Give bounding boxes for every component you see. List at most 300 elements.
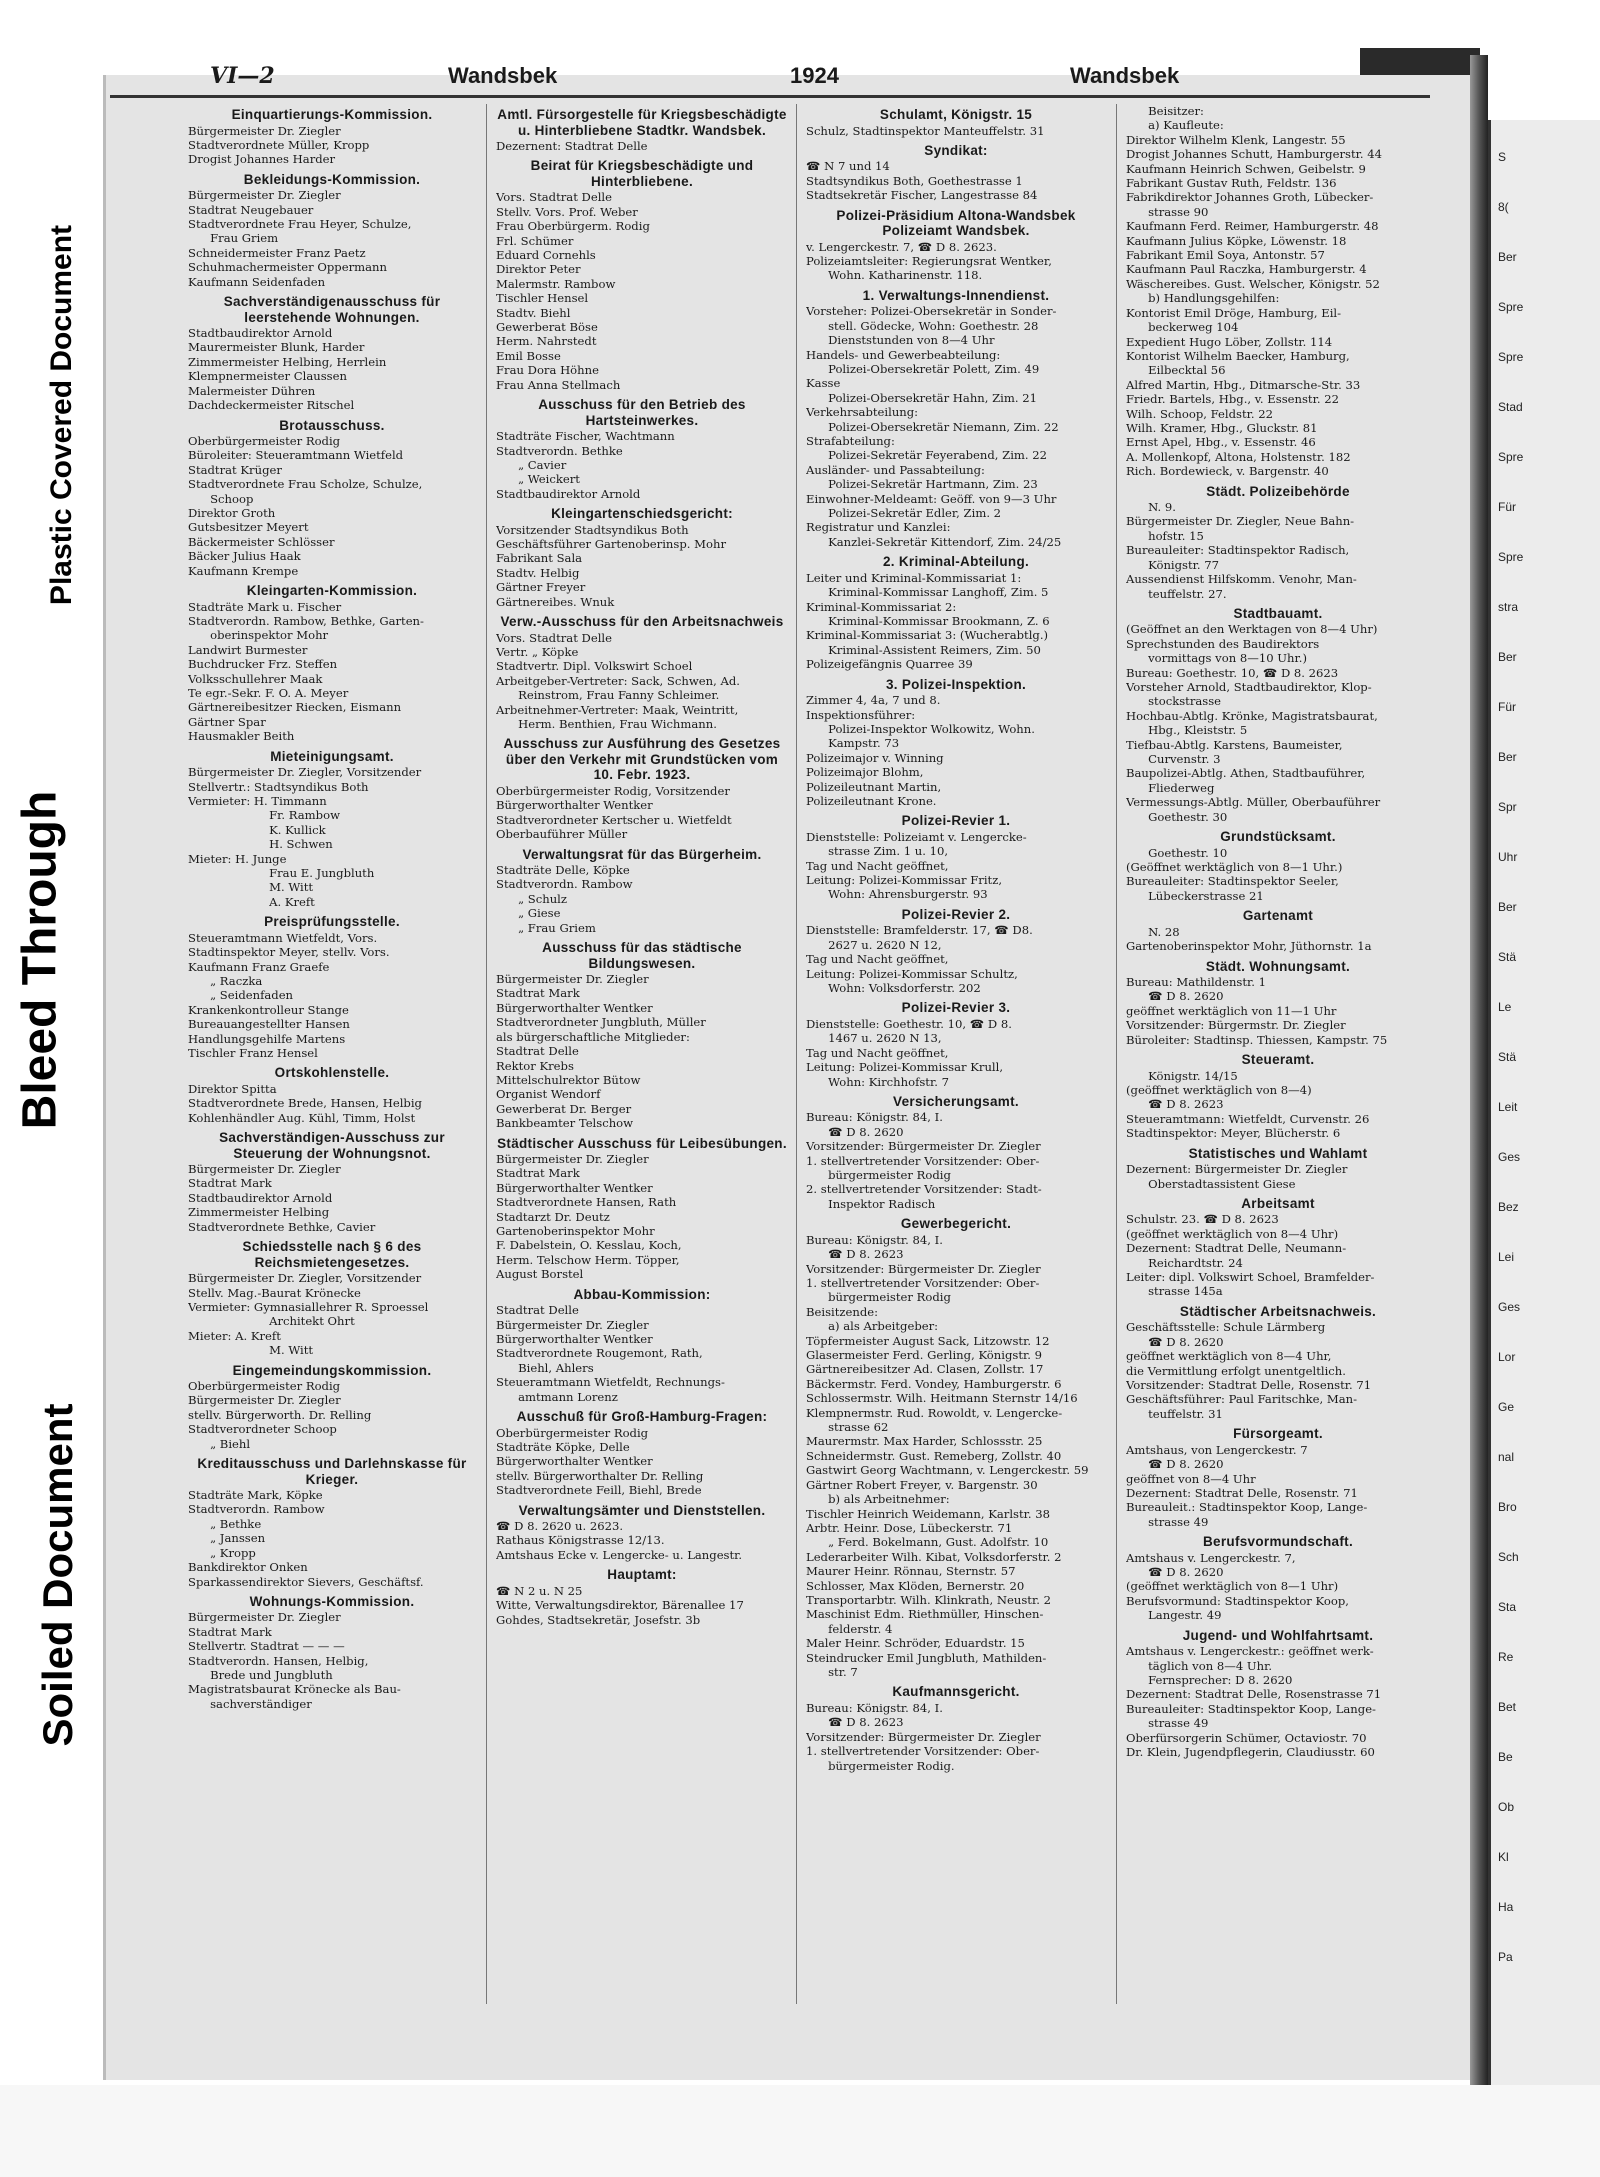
entry-line: Schneidermeister Franz Paetz [188,245,366,260]
section-title: Gartenamt [1242,908,1314,924]
section-title: 1. Verwaltungs-Innendienst. [862,287,1050,303]
entry-line: Kanzlei-Sekretär Kittendorf, Zim. 24/25 [806,534,1062,549]
entry-line: Bäckermstr. Ferd. Vondey, Hamburgerstr. 6 [806,1376,1062,1391]
section-title: Eingemeindungskommission. [232,1362,432,1378]
directory-columns [110,104,1430,2004]
fragment-text: Kl [1498,1850,1509,1864]
entry-line: K. Kullick [188,822,326,837]
entry-line: Stadtbaudirektor Arnold [188,1190,333,1205]
entry-line: Bureauleiter: Stadtinspektor Seeler, [1126,874,1339,889]
fragment-text: Uhr [1498,850,1518,864]
entry-line: (Geöffnet werktäglich von 8—1 Uhr.) [1126,860,1343,874]
entry-line: Baupolizei-Abtlg. Athen, Stadtbauführer, [1126,766,1366,781]
entry-line: Zimmermeister Helbing, Herrlein [188,354,387,369]
entry-line: Gartenoberinspektor Mohr, Jüthornstr. 1a [1126,939,1372,954]
entry-line: Stadträte Mark, Köpke [188,1488,323,1503]
entry-line: Kriminal-Kommissar Langhoff, Zim. 5 [806,585,1049,600]
entry-line: geöffnet werktäglich von 11—1 Uhr [1126,1003,1337,1018]
entry-line: Dienststelle: Goethestr. 10, ☎ D 8. [806,1016,1012,1031]
entry-line: Stadtrat Delle [496,1044,579,1059]
section-title: Kleingartenschiedsgericht: [551,506,733,522]
entry-line: Gutsbesitzer Meyert [188,520,309,535]
entry-line: 1467 u. 2620 N 13, [806,1031,942,1046]
bleed-through-stamp: Bleed Through [13,790,67,1130]
directory-section [1126,606,1430,824]
fragment-text: Spre [1498,450,1524,464]
fragment-text: 8( [1498,200,1509,214]
entry-line: „ Ferd. Bokelmann, Gust. Adolfstr. 10 [806,1535,1049,1550]
entry-line: Frau E. Jungbluth [188,865,375,880]
entry-line: Polizei-Inspektor Wolkowitz, Wohn. [806,721,1035,736]
entry-line: Kriminal-Kommissariat 2: [806,599,957,614]
entry-line: Herm. Nahrstedt [496,334,597,349]
entry-line: Bürgermeister Dr. Ziegler [188,1393,341,1408]
section-title: Kreditausschuss und Darlehnskasse für Krieger. [197,1456,467,1487]
entry-line: Tag und Nacht geöffnet, [806,1045,949,1060]
directory-section [496,614,788,731]
entry-line: Lederarbeiter Wilh. Kibat, Volksdorferstr. 2 [806,1549,1062,1564]
section-title: Hauptamt: [607,1567,677,1583]
entry-line: Hochbau-Abtlg. Krönke, Magistratsbaurat, [1126,708,1378,723]
entry-line: Büroleiter: Steueramtmann Wietfeld [188,448,404,463]
entry-line: Stadtrat Mark [496,986,580,1001]
entry-line: Zimmer 4, 4a, 7 und 8. [806,693,941,708]
directory-section [496,1409,788,1498]
entry-line: Dr. Klein, Jugendpflegerin, Claudiusstr. 60 [1126,1745,1375,1759]
fragment-text: Spr [1498,800,1517,814]
header-place-right: Wandsbek [1070,63,1180,88]
entry-line: Stadtarzt Dr. Deutz [496,1209,610,1224]
directory-section [1126,1052,1430,1141]
entry-line: Kasse [806,376,841,391]
entry-line: Vorsitzender: Stadtrat Delle, Rosenstr. 71 [1126,1377,1372,1392]
entry-line: Curvenstr. 3 [1126,752,1221,767]
entry-line: Amtshaus v. Lengerckestr. 7, [1126,1550,1296,1565]
entry-line: Bürgermeister Dr. Ziegler [496,1152,649,1167]
entry-line: „ Bethke [188,1516,262,1531]
entry-line: Landwirt Burmester [188,642,308,657]
entry-line: Kaufmann Paul Raczka, Hamburgerstr. 4 [1126,262,1367,277]
fragment-text: Spre [1498,300,1524,314]
fragment-text: Stä [1498,1050,1517,1064]
entry-line: Volksschullehrer Maak [188,671,323,686]
entry-line: Polizei-Sekretär Hartmann, Zim. 23 [806,477,1038,492]
entry-line: Polizei-Sekretär Feyerabend, Zim. 22 [806,448,1048,463]
entry-line: Bürgermeister Dr. Ziegler, Vorsitzender [188,765,422,780]
fragment-text: Für [1498,500,1516,514]
entry-line: Strafabteilung: [806,434,895,448]
directory-section [1126,1196,1430,1299]
entry-line: vormittags von 8—10 Uhr.) [1126,651,1307,666]
fragment-text: Sch [1498,1550,1519,1564]
entry-line: Dienststelle: Bramfelderstr. 17, ☎ D8. [806,923,1033,938]
entry-line: strasse 90 [1126,204,1209,219]
entry-line: Arbtr. Heinr. Dose, Lübeckerstr. 71 [806,1520,1013,1535]
entry-line: Dezernent: Stadtrat Delle, Rosenstr. 71 [1126,1485,1358,1500]
entry-line: strasse 145a [1126,1284,1223,1299]
entry-line: Tiefbau-Abtlg. Karstens, Baumeister, [1126,737,1343,752]
entry-line: oberinspektor Mohr [188,628,329,643]
fragment-text: stra [1498,600,1519,614]
entry-line: Stadtverordn. Rambow [188,1502,325,1517]
entry-line: Stadtsyndikus Both, Goethestrasse 1 [806,173,1023,188]
entry-line: Vermieter: Gymnasiallehrer R. Sproessel [188,1299,429,1314]
directory-section [188,107,476,167]
header-place-left: Wandsbek [448,63,558,88]
directory-section [1126,829,1430,903]
entry-line: Rathaus Königstrasse 12/13. [496,1533,665,1548]
entry-line: str. 7 [806,1664,858,1679]
fragment-text: Spre [1498,550,1524,564]
entry-line: Königstr. 77 [1126,557,1220,572]
entry-line: Bürgermeister Dr. Ziegler [188,123,341,138]
entry-line: Stadtverordnete Frau Heyer, Schulze, [188,217,412,232]
section-title: Grundstücksamt. [1220,829,1336,845]
directory-section [806,1094,1106,1211]
entry-line: Dienststunden von 8—4 Uhr [806,333,995,348]
entry-line: Vors. Stadtrat Delle [496,190,612,205]
directory-section [496,940,788,1130]
directory-section [1126,1304,1430,1421]
entry-line: ☎ D 8. 2620 [1126,989,1224,1004]
entry-line: Einwohner-Meldeamt: Geöff. von 9—3 Uhr [806,491,1057,506]
entry-line: Klempnermeister Claussen [188,369,347,384]
entry-line: Stadtrat Mark [188,1176,272,1191]
entry-line: Stadtverordneter Schoop [188,1422,337,1437]
entry-line: stellv. Bürgerworthalter Dr. Relling [496,1468,704,1483]
entry-line: Gartenoberinspektor Mohr [496,1224,655,1239]
entry-line: Klempnermstr. Rud. Rowoldt, v. Lengercke- [806,1405,1063,1420]
directory-section [806,208,1106,283]
entry-line: die Vermittlung erfolgt unentgeltlich. [1126,1363,1346,1378]
directory-section [806,288,1106,549]
entry-line: (geöffnet werktäglich von 8—4 Uhr) [1126,1226,1339,1241]
entry-line: geöffnet werktäglich von 8—4 Uhr, [1126,1349,1332,1364]
section-title: Jugend- und Wohlfahrtsamt. [1182,1627,1374,1643]
entry-line: Schoop [188,491,254,506]
fragment-text: Leit [1498,1100,1518,1114]
directory-section [806,813,1106,902]
entry-line: Handels- und Gewerbeabteilung: [806,347,1001,362]
entry-line: Fernsprecher: D 8. 2620 [1126,1672,1293,1687]
entry-line: Brede und Jungbluth [188,1668,333,1683]
entry-line: Bürgerworthalter Wentker [496,798,653,813]
entry-line: Stadtrat Delle [496,1303,579,1318]
entry-line: „ Biehl [188,1436,251,1451]
directory-section [1126,908,1430,953]
fragment-text: Ges [1498,1150,1521,1164]
entry-line: Verkehrsabteilung: [806,405,919,420]
entry-line: Geschäftsführer Gartenoberinsp. Mohr [496,537,726,552]
directory-section [496,506,788,609]
entry-line: Gärtnereibes. Wnuk [496,594,615,609]
entry-line: Gärtner Freyer [496,580,586,595]
header-year: 1924 [790,63,839,88]
entry-line: August Borstel [496,1267,584,1282]
entry-line: Krankenkontrolleur Stange [188,1002,349,1017]
entry-line: Drogist Johannes Harder [188,152,336,167]
section-title: Arbeitsamt [1241,1195,1315,1211]
section-title: Städt. Polizeibehörde [1206,483,1350,499]
entry-line: Drogist Johannes Schutt, Hamburgerstr. 44 [1126,147,1383,162]
directory-section [496,847,788,936]
entry-line: Biehl, Ahlers [496,1360,594,1375]
entry-line: „ Cavier [496,457,567,472]
entry-line: Vorsitzender: Bürgermeister Dr. Ziegler [806,1139,1041,1154]
entry-line: v. Lengerckestr. 7, ☎ D 8. 2623. [806,239,997,254]
entry-line: „ Weickert [496,472,580,487]
fragment-text: Ber [1498,250,1517,264]
entry-line: A. Kreft [188,894,315,909]
fragment-text: Sta [1498,1600,1517,1614]
entry-line: ☎ D 8. 2620 [806,1124,904,1139]
section-title: Städtischer Ausschuss für Leibesübungen. [497,1135,787,1151]
fragment-text: Lor [1498,1350,1516,1364]
entry-line: Wohn: Ahrensburgerstr. 93 [806,887,988,902]
entry-line: Kontorist Wilhelm Baecker, Hamburg, [1126,348,1350,363]
fragment-text: Ob [1498,1800,1515,1814]
entry-line: Büroleiter: Stadtinsp. Thiessen, Kampstr. 75 [1126,1032,1388,1047]
directory-section [806,143,1106,203]
directory-section [188,294,476,412]
entry-line: hofstr. 15 [1126,528,1204,543]
entry-line: Stadtverordnete Brede, Hansen, Helbig [188,1096,422,1111]
directory-section [1126,959,1430,1048]
section-title: Polizei-Revier 2. [901,906,1011,922]
entry-line: (geöffnet werktäglich von 8—1 Uhr) [1126,1579,1339,1594]
section-title: Bekleidungs-Kommission. [243,171,421,187]
entry-line: Bureauleit.: Stadtinspektor Koop, Lange- [1126,1500,1368,1515]
entry-line: Steueramtmann Wietfeldt, Vors. [188,930,378,945]
entry-line: Aussendienst Hilfskomm. Venohr, Man- [1126,572,1357,587]
entry-line: Expedient Hugo Löber, Zollstr. 114 [1126,334,1333,349]
entry-line: Fabrikant Gustav Ruth, Feldstr. 136 [1126,176,1337,191]
entry-line: felderstr. 4 [806,1621,893,1636]
fragment-text: Ber [1498,650,1517,664]
section-title: Städt. Wohnungsamt. [1205,958,1351,974]
section-title: Stadtbauamt. [1233,605,1323,621]
entry-line: Lübeckerstrasse 21 [1126,888,1264,903]
entry-line: Vorsitzender: Bürgermstr. Dr. Ziegler [1126,1018,1346,1033]
entry-line: Wilh. Kramer, Hbg., Gluckstr. 81 [1126,420,1318,435]
directory-section [1126,104,1430,479]
entry-line: Schneidermstr. Gust. Remeberg, Zollstr. 40 [806,1448,1062,1463]
entry-line: Langestr. 49 [1126,1608,1222,1623]
entry-line: Geschäftsstelle: Schule Lärmberg [1126,1320,1326,1335]
section-title: Gewerbegericht. [900,1216,1012,1232]
fragment-text: Spre [1498,350,1524,364]
entry-line: Fabrikdirektor Johannes Groth, Lübecker- [1126,190,1374,205]
entry-line: Direktor Wilhelm Klenk, Langestr. 55 [1126,132,1346,147]
directory-section [1126,1628,1430,1760]
directory-section [1126,1534,1430,1623]
entry-line: 1. stellvertretender Vorsitzender: Ober- [806,1276,1040,1290]
soiled-document-stamp: Soiled Document [34,1403,81,1747]
entry-line: Frau Oberbürgerm. Rodig [496,219,650,234]
fragment-text: Bez [1498,1200,1519,1214]
entry-line: Polizei-Obersekretär Hahn, Zim. 21 [806,390,1038,405]
directory-section [188,749,476,910]
directory-section [496,158,788,392]
entry-line: Reinstrom, Frau Fanny Schleimer. [496,688,720,703]
entry-line: geöffnet von 8—4 Uhr [1126,1471,1256,1486]
entry-line: ☎ D 8. 2620 [1126,1565,1224,1580]
section-title: Mieteinigungsamt. [270,748,394,764]
entry-line: Polizeimajor Blohm, [806,765,924,780]
entry-line: Stadträte Mark u. Fischer [188,599,342,614]
entry-line: Leiter: dipl. Volkswirt Schoel, Bramfelder- [1126,1270,1375,1285]
adjacent-page-text [1492,130,1600,2030]
entry-line: Stadtbaudirektor Arnold [496,486,641,501]
entry-line: Steueramtmann: Wietfeldt, Curvenstr. 26 [1126,1111,1370,1126]
entry-line: 1. stellvertretender Vorsitzender: Ober- [806,1744,1040,1759]
entry-line: Schlosser, Max Klöden, Bernerstr. 20 [806,1578,1025,1593]
entry-line: Polizei-Obersekretär Niemann, Zim. 22 [806,419,1059,434]
entry-line: Dezernent: Bürgermeister Dr. Ziegler [1126,1162,1348,1177]
fragment-text: Bro [1498,1500,1517,1514]
entry-line: Bäcker Julius Haak [188,549,301,564]
directory-section [496,1136,788,1282]
entry-line: Emil Bosse [496,348,561,363]
entry-line: (Geöffnet an den Werktagen von 8—4 Uhr) [1126,622,1378,637]
entry-line: Vertr. „ Köpke [496,644,579,659]
entry-line: strasse Zim. 1 u. 10, [806,844,949,859]
entry-line: Tischler Hensel [496,291,589,306]
entry-line: Stadtsekretär Fischer, Langestrasse 84 [806,188,1038,203]
entry-line: bürgermeister Rodig. [806,1758,955,1773]
entry-line: Ernst Apel, Hbg., v. Essenstr. 46 [1126,435,1316,450]
fragment-text: Le [1498,1000,1512,1014]
entry-line: ☎ D 8. 2623 [1126,1097,1224,1112]
entry-line: täglich von 8—4 Uhr. [1126,1658,1273,1673]
directory-section [806,1000,1106,1089]
entry-line: Kaufmann Franz Graefe [188,959,330,974]
entry-line: M. Witt [188,1343,314,1358]
entry-line: Kontorist Emil Dröge, Hamburg, Eil- [1126,305,1342,320]
entry-line: Stellvertr. Stadtrat — — — [188,1639,345,1654]
entry-line: Stellvertr.: Stadtsyndikus Both [188,779,369,794]
entry-line: Direktor Spitta [188,1081,277,1096]
fragment-text: Pa [1498,1950,1513,1964]
entry-line: Bureau: Mathildenstr. 1 [1126,975,1267,990]
entry-line: „ Giese [496,906,561,921]
entry-line: Stadtverordnete Rougemont, Rath, [496,1346,703,1361]
entry-line: Bureau: Goethestr. 10, ☎ D 8. 2623 [1126,665,1339,680]
entry-line: Oberbürgermeister Rodig [496,1425,649,1440]
section-title: Einquartierungs-Kommission. [231,107,433,122]
entry-line: Goethestr. 30 [1126,809,1228,824]
entry-line: Architekt Ohrt [188,1314,355,1329]
entry-line: Stadtv. Helbig [496,565,580,580]
entry-line: a) als Arbeitgeber: [806,1319,939,1334]
entry-line: Wohn: Volksdorferstr. 202 [806,981,981,995]
entry-line: Geschäftsführer: Paul Faritschke, Man- [1126,1392,1358,1407]
entry-line: Vorsitzender: Bürgermeister Dr. Ziegler [806,1729,1041,1744]
entry-line: Direktor Peter [496,262,581,277]
section-title: Schiedsstelle nach § 6 des Reichsmietengesetzes. [242,1239,422,1270]
entry-line: Schlossermstr. Wilh. Heitmann Sternstr 14/16 [806,1391,1078,1406]
entry-line: ☎ D 8. 2623 [806,1247,904,1262]
entry-line: Bürgermeister Dr. Ziegler [496,972,649,987]
plastic-covered-stamp: Plastic Covered Document [45,224,78,606]
entry-line: Stadtvertr. Dipl. Volkswirt Schoel [496,659,693,674]
entry-line: Stadtrat Krüger [188,462,282,477]
entry-line: Kriminal-Kommissar Brookmann, Z. 6 [806,613,1050,628]
entry-line: Wohn: Kirchhofstr. 7 [806,1074,949,1089]
entry-line: Gastwirt Georg Wachtmann, v. Lengerckestr. 59 [806,1463,1089,1478]
entry-line: Dezernent: Stadtrat Delle, Rosenstrasse 71 [1126,1687,1382,1702]
entry-line: Bureau: Königstr. 84, I. [806,1700,943,1715]
entry-line: bürgermeister Rodig [806,1290,951,1305]
entry-line: Rektor Krebs [496,1058,574,1073]
directory-section [806,1684,1106,1773]
fragment-text: Ges [1498,1300,1521,1314]
entry-line: Leitung: Polizei-Kommissar Krull, [806,1060,1004,1075]
entry-line: ☎ N 7 und 14 [806,159,890,174]
entry-line: Vorsteher: Polizei-Obersekretär in Sonder- [806,304,1057,319]
document-condition-stamps [0,0,105,2177]
entry-line: 2627 u. 2620 N 12, [806,937,942,952]
entry-line: sachverständiger [188,1696,312,1711]
column-4 [1126,104,1430,2004]
entry-line: Vorsitzender Stadtsyndikus Both [496,522,689,537]
entry-line: Bankdirektor Onken [188,1560,308,1575]
entry-line: Handlungsgehilfe Martens [188,1031,346,1046]
entry-line: Leitung: Polizei-Kommissar Fritz, [806,873,1003,888]
directory-section [806,107,1106,138]
entry-line: ☎ D 8. 2620 [1126,1457,1224,1472]
section-title: Abbau-Kommission: [573,1286,711,1302]
entry-line: Stadtrat Mark [188,1624,272,1639]
entry-line: Stadtverordneter Kertscher u. Wietfeldt [496,812,732,827]
section-title: Fürsorgeamt. [1233,1426,1323,1442]
entry-line: Maurer Heinr. Rönnau, Sternstr. 57 [806,1564,1016,1579]
entry-line: Bureauangestellter Hansen [188,1017,350,1032]
entry-line: b) als Arbeitnehmer: [806,1492,950,1507]
entry-line: Bürgermeister Dr. Ziegler [188,1162,341,1177]
section-title: Sachverständigen-Ausschuss zur Steuerung der Wohnungsnot. [219,1130,445,1161]
entry-line: Bürgerworthalter Wentker [496,1332,653,1346]
section-title: 3. Polizei-Inspektion. [885,676,1027,692]
directory-section [806,907,1106,996]
entry-line: Bureau: Königstr. 84, I. [806,1110,943,1125]
entry-line: Bureau: Königstr. 84, I. [806,1232,943,1247]
directory-section [496,397,788,501]
entry-line: Polizeimajor v. Winning [806,750,944,765]
entry-line: Vermieter: H. Timmann [188,793,327,808]
entry-line: „ Janssen [188,1531,266,1546]
section-title: Ausschuß für Groß-Hamburg-Fragen: [516,1409,768,1425]
directory-section [188,1239,476,1357]
entry-line: Tag und Nacht geöffnet, [806,858,949,873]
entry-line: Dachdeckermeister Ritschel [188,398,355,413]
entry-line: Hausmakler Beith [188,729,295,744]
entry-line: Stadtinspektor Meyer, stellv. Vors. [188,945,390,960]
entry-line: Bürgermeister Dr. Ziegler [496,1317,649,1332]
section-title: Preisprüfungsstelle. [264,914,400,930]
entry-line: Mieter: A. Kreft [188,1328,281,1343]
entry-line: Stadträte Fischer, Wachtmann [496,429,675,444]
entry-line: Bürgermeister Dr. Ziegler, Neue Bahn- [1126,514,1355,529]
entry-line: Stadtv. Biehl [496,305,571,320]
entry-line: Stadtverordnete Feill, Biehl, Brede [496,1483,702,1498]
entry-line: strasse 62 [806,1420,889,1435]
entry-line: beckerweg 104 [1126,320,1239,335]
entry-line: Tischler Franz Hensel [188,1045,318,1060]
entry-line: Organist Wendorf [496,1087,601,1102]
entry-line: Friedr. Bartels, Hbg., v. Essenstr. 22 [1126,392,1339,407]
entry-line: Fr. Rambow [188,808,340,823]
